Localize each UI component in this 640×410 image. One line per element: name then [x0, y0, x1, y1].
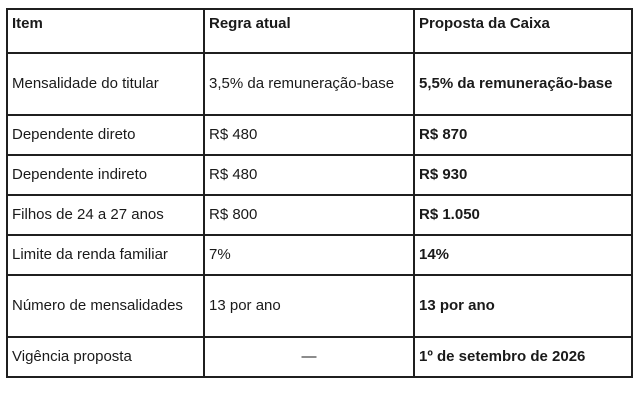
header-proposal: Proposta da Caixa [414, 9, 632, 53]
row-item: Vigência proposta [7, 337, 204, 377]
row-item: Dependente direto [7, 115, 204, 155]
row-current: 7% [204, 235, 414, 275]
row-item: Mensalidade do titular [7, 53, 204, 115]
row-proposal: 13 por ano [414, 275, 632, 337]
row-proposal: 5,5% da remuneração-base [414, 53, 632, 115]
row-proposal: 14% [414, 235, 632, 275]
row-proposal: R$ 870 [414, 115, 632, 155]
table-row [7, 275, 632, 337]
table-row [7, 53, 632, 115]
header-current-rule: Regra atual [204, 9, 414, 53]
comparison-table [6, 8, 633, 378]
row-proposal: R$ 930 [414, 155, 632, 195]
row-current: R$ 480 [204, 155, 414, 195]
row-item: Dependente indireto [7, 155, 204, 195]
table-row [7, 115, 632, 155]
row-item: Número de mensalidades [7, 275, 204, 337]
table-row [7, 195, 632, 235]
row-current: 3,5% da remuneração-base [204, 53, 414, 115]
row-item: Limite da renda familiar [7, 235, 204, 275]
row-proposal: 1º de setembro de 2026 [414, 337, 632, 377]
row-item: Filhos de 24 a 27 anos [7, 195, 204, 235]
row-current: R$ 480 [204, 115, 414, 155]
table-row [7, 235, 632, 275]
row-current: 13 por ano [204, 275, 414, 337]
row-current: — [204, 337, 414, 377]
row-proposal: R$ 1.050 [414, 195, 632, 235]
table-header-row [7, 9, 632, 53]
table-row [7, 337, 632, 377]
header-item: Item [7, 9, 204, 53]
comparison-table-container [6, 8, 633, 378]
row-current: R$ 800 [204, 195, 414, 235]
table-row [7, 155, 632, 195]
